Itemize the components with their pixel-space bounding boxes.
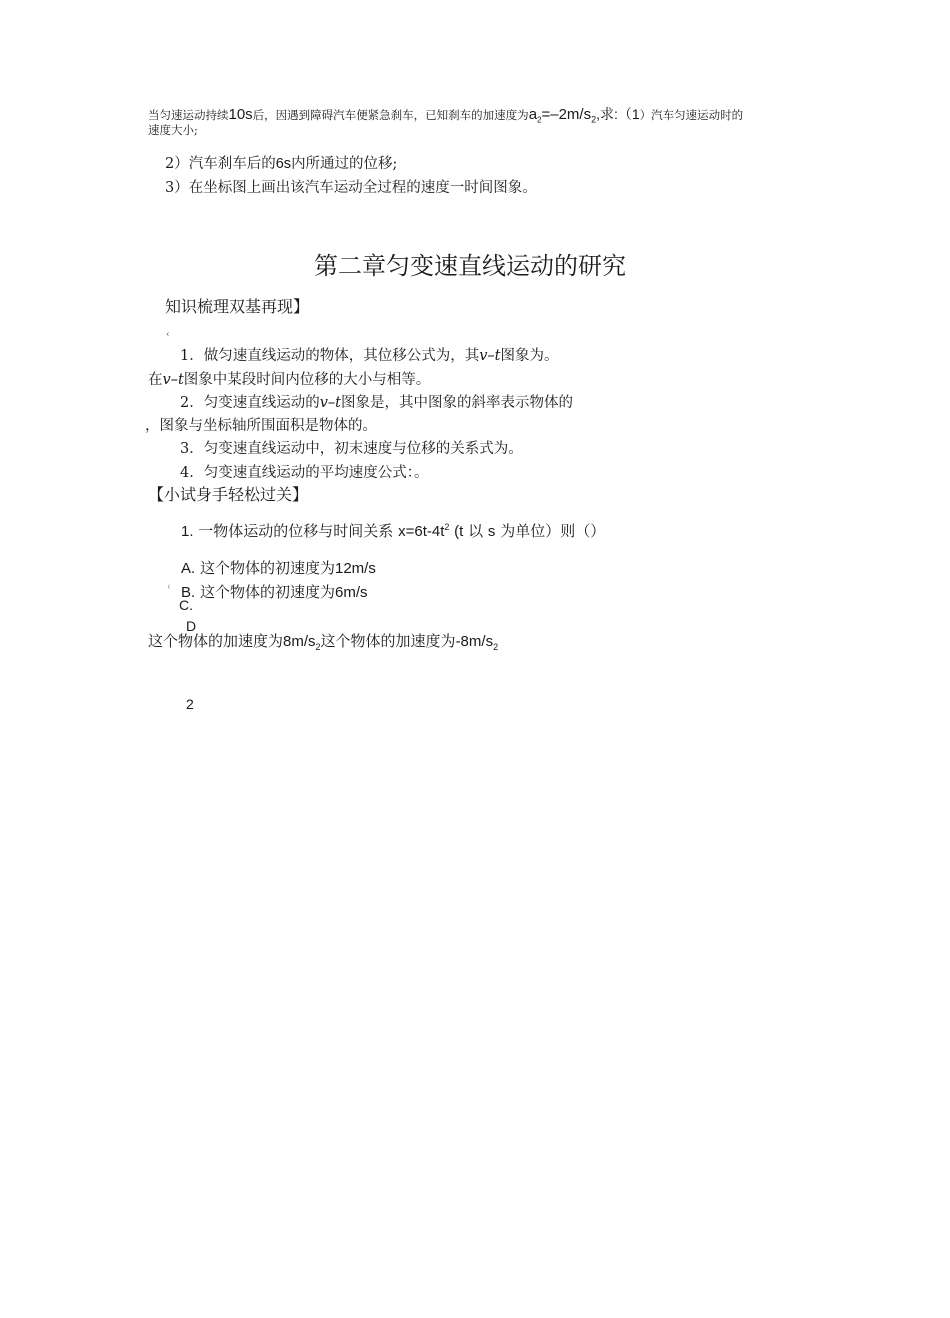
problem-text: 后，因遇到障碍汽车便紧急刹车，已知刹车的加速度为	[252, 108, 529, 122]
option-value: -8m/s	[455, 633, 494, 650]
vt-symbol: v–t	[319, 395, 342, 411]
problem-duration: 10s	[228, 106, 253, 123]
q2-number: 6s	[275, 156, 292, 172]
knowledge-item-3: 3．匀变速直线运动中，初末速度与位移的关系式为。	[180, 441, 523, 457]
problem-q2	[165, 152, 397, 173]
knowledge-item-1-cont	[148, 368, 430, 389]
knowledge-text: 图象是，其中图象的斜率表示物体的	[341, 395, 574, 411]
problem-line-2: 速度大小;	[148, 123, 198, 137]
question-1	[181, 520, 605, 541]
option-value: 6m/s	[334, 584, 368, 601]
q1-text: ）汽车匀速运动时的	[639, 108, 744, 122]
option-text: 这个物体的加速度为	[148, 632, 284, 650]
option-text: 这个物体的加速度为	[320, 632, 456, 650]
vt-symbol: v–t	[479, 348, 501, 364]
accel-unit-sub: 2	[591, 114, 597, 125]
q2-text: 内所通过的位移;	[291, 156, 398, 172]
unit-subscript: 2	[315, 642, 321, 652]
option-c-label: C.	[179, 597, 193, 613]
knowledge-item-4: 4．匀变速直线运动的平均速度公式：。	[180, 465, 429, 481]
question-text: 一物体运动的位移与时间关系	[198, 522, 394, 540]
option-d-label: D	[186, 618, 197, 634]
question-formula: x=6t-4t	[398, 523, 445, 540]
knowledge-item-1	[180, 344, 559, 365]
question-text: 为单位）则（）	[500, 522, 606, 540]
option-text: 这个物体的初速度为	[199, 583, 335, 601]
problem-line-1	[148, 107, 743, 127]
option-value: 8m/s	[283, 633, 316, 650]
knowledge-item-2-cont: ，图象与坐标轴所围面积是物体的。	[145, 418, 377, 434]
q1-number: 1	[631, 106, 640, 122]
knowledge-text: 图象中某段时间内位移的大小与相等。	[183, 372, 431, 388]
question-text: 以	[468, 522, 484, 540]
question-text: (t	[454, 523, 464, 540]
chapter-title: 第二章匀变速直线运动的研究	[314, 252, 626, 280]
accel-value: =–2m/s	[541, 106, 592, 123]
knowledge-text: 1．做匀速直线运动的物体，其位移公式为，其	[180, 348, 480, 364]
knowledge-text: 在	[148, 372, 163, 388]
formula-exponent: 2	[444, 522, 450, 532]
problem-q3: 3）在坐标图上画出该汽车运动全过程的速度一时间图象。	[165, 180, 537, 196]
option-value: 12m/s	[334, 560, 376, 577]
option-text: 这个物体的初速度为	[199, 559, 335, 577]
problem-text: 当匀速运动持续	[148, 108, 229, 122]
unit-subscript: 2	[493, 642, 499, 652]
knowledge-text: 图象为。	[500, 348, 559, 364]
page-number: 2	[186, 696, 194, 712]
section-heading-knowledge: 知识梳理双基再现】	[165, 297, 310, 316]
vt-symbol: v–t	[162, 372, 184, 388]
option-label: A.	[181, 560, 196, 577]
knowledge-text: 2．匀变速直线运动的	[180, 395, 320, 411]
option-cd-text	[148, 630, 498, 652]
option-b	[181, 581, 368, 602]
q2-text: 2）汽车刹车后的	[165, 156, 276, 172]
problem-text: ,求:（	[596, 106, 632, 122]
option-label: B.	[181, 584, 196, 601]
knowledge-item-2	[180, 391, 573, 412]
question-number: 1.	[181, 523, 194, 540]
accel-symbol: a	[528, 106, 538, 123]
stray-mark: ‹	[166, 330, 170, 340]
option-a	[181, 557, 376, 578]
section-heading-practice: 【小试身手轻松过关】	[148, 485, 309, 504]
accel-subscript: 2	[537, 115, 542, 125]
question-text: s	[487, 523, 496, 540]
stray-mark: ⁽	[168, 584, 171, 594]
